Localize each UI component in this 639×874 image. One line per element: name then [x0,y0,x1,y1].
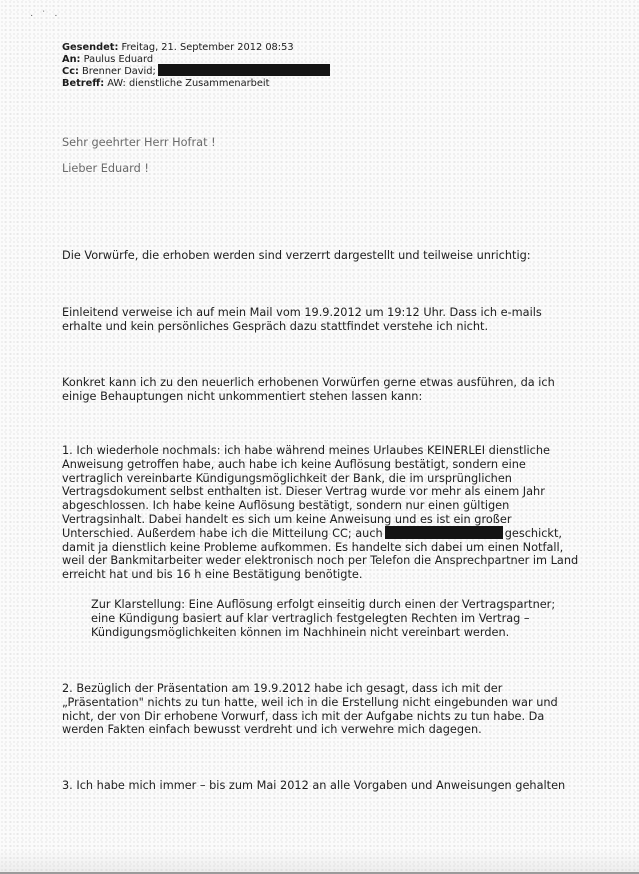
cc-label: Cc: [62,66,79,78]
paragraph-line: erreicht hat und bis 16 h eine Bestätigung benötigte. [62,568,363,582]
paragraph-line: Einleitend verweise ich auf mein Mail vom 19.9.2012 um 19:12 Uhr. Dass ich e-mails [62,306,542,319]
paragraph-line: Vertragsdokument selbst enthalten ist. Dieser Vertrag wurde vor mehr als einem Jahr [62,485,545,499]
subject-label: Betreff: [62,77,105,89]
clarification-block [91,598,561,639]
line-text-before-redaction: Unterschied. Außerdem habe ich die Mitteilung CC; auch [62,526,383,540]
paragraph-line: Vertragsinhalt. Dabei handelt es sich um keine Anweisung und es ist ein großer [62,512,512,526]
salutation-line-2: Lieber Eduard ! [62,162,149,175]
paragraph-line: nicht, der von Dir erhobene Vorwurf, dass ich mit der Aufgabe nichts zu tun habe. Da [62,709,545,723]
paragraph-line: erhalte und kein persönliches Gespräch dazu stattfindet verstehe ich nicht. [62,319,489,333]
paragraph-line: 2. Bezüglich der Präsentation am 19.9.2012 habe ich gesagt, dass ich mit der [62,682,503,695]
to-value: Paulus Eduard [83,53,154,65]
einleitend-paragraph [62,306,567,334]
intro-paragraph: Die Vorwürfe, die erhoben werden sind verzerrt dargestellt und teilweise unrichtig: [62,249,531,262]
paragraph-line: damit ja dienstlich keine Probleme aufkommen. Es handelte sich dabei um einen Notfall, [62,540,564,554]
cc-value: Brenner David; [82,66,156,78]
subject-row [62,78,330,90]
point-1-paragraph [62,444,579,582]
paragraph-line-with-redaction [62,527,567,541]
konkret-paragraph [62,376,567,404]
email-header [62,42,330,89]
line-text-after-redaction: geschickt, [504,526,562,540]
scan-artifact-mark: · ˈ · [30,10,61,21]
paragraph-line: Kündigungsmöglichkeiten können im Nachhinein nicht vereinbart werden. [91,625,510,639]
paragraph-line: Konkret kann ich zu den neuerlich erhobenen Vorwürfen gerne etwas ausführen, da ich [62,376,555,389]
sent-label: Gesendet: [62,42,119,53]
cc-row [62,65,330,78]
paragraph-line: weil der Bankmitarbeiter weder elektronisch noch per Telefon die Ansprechpartner im Land [62,554,579,568]
page-bottom-edge [0,850,639,874]
paragraph-line: abgeschlossen. Ich habe keine Auflösung bestätigt, sondern nur einen gültigen [62,499,510,513]
sent-row [62,42,330,54]
salutation-line-1: Sehr geehrter Herr Hofrat ! [62,136,216,149]
inline-redaction-bar [385,526,503,539]
cc-redaction-bar [158,64,330,76]
paragraph-line: „Präsentation" nichts zu tun hatte, weil ich in die Erstellung nicht eingebunden war und [62,695,558,709]
paragraph-line: vertraglich vereinbarte Kündigungsmöglichkeit der Bank, die im ursprünglichen [62,471,512,485]
sent-value: Freitag, 21. September 2012 08:53 [121,42,294,53]
point-2-paragraph [62,682,567,737]
paragraph-line: 1. Ich wiederhole nochmals: ich habe während meines Urlaubes KEINERLEI dienstliche [62,444,550,457]
paragraph-line: Zur Klarstellung: Eine Auflösung erfolgt einseitig durch einen der Vertragspartner; [91,598,556,611]
paragraph-line: einige Behauptungen nicht unkommentiert stehen lassen kann: [62,389,423,403]
paragraph-line: eine Kündigung basiert auf klar vertraglich festgelegten Rechten im Vertrag – [91,611,530,625]
to-label: An: [62,53,81,65]
paragraph-line: werden Fakten einfach bewusst verdreht und ich verwehre mich dagegen. [62,723,482,737]
subject-value: AW: dienstliche Zusammenarbeit [107,77,270,89]
point-3-paragraph: 3. Ich habe mich immer – bis zum Mai 2012 an alle Vorgaben und Anweisungen gehalten [62,779,566,792]
paragraph-line: Anweisung getroffen habe, auch habe ich keine Auflösung bestätigt, sondern eine [62,457,526,471]
